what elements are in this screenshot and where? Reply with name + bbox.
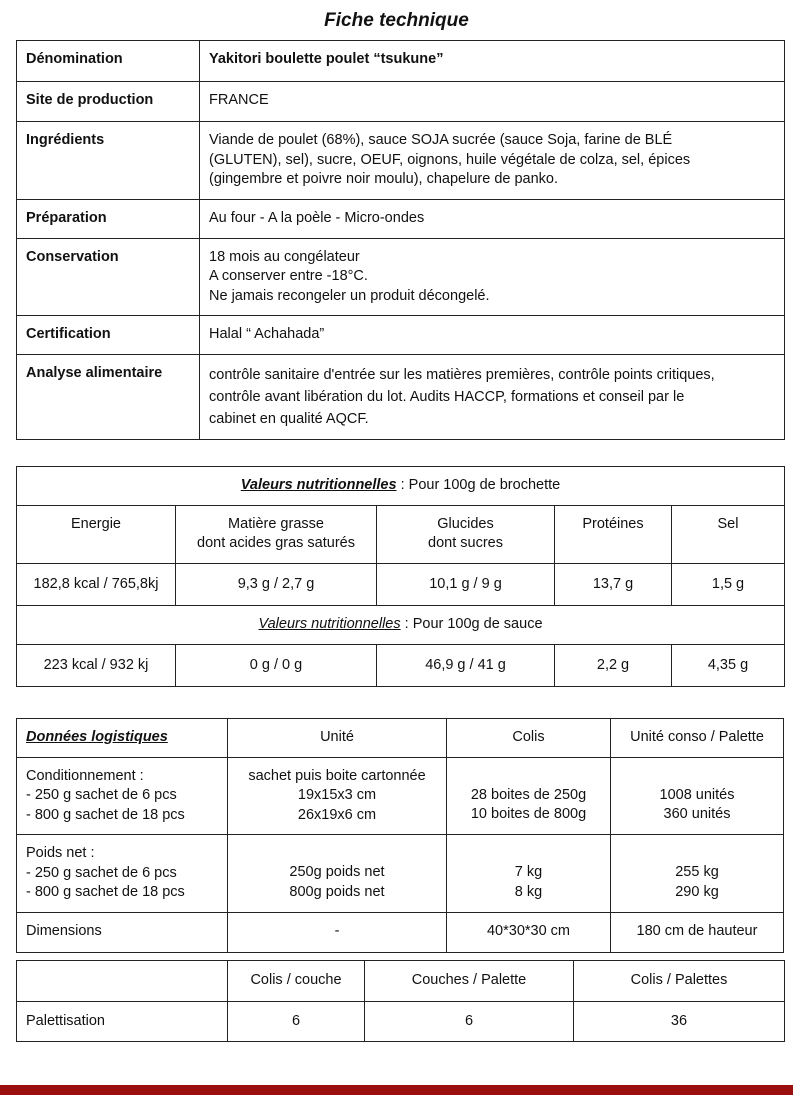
- value-conservation: [200, 238, 785, 316]
- value-denomination: Yakitori boulette poulet “tsukune”: [200, 41, 785, 82]
- poids-palette: [611, 835, 784, 913]
- palettisation-label: Palettisation: [17, 1001, 228, 1042]
- brochette-sel: 1,5 g: [672, 563, 785, 606]
- table-row: [17, 316, 785, 355]
- sauce-energie: 223 kcal / 932 kj: [17, 644, 176, 687]
- table-row: [17, 41, 785, 82]
- header-line: Sel: [717, 515, 739, 532]
- ingredients-line: (GLUTEN), sel), sucre, OEUF, oignons, huile végétale de colza, sel, épices: [209, 151, 691, 168]
- value-preparation: Au four - A la poèle - Micro-ondes: [200, 199, 785, 238]
- label-ingredients: Ingrédients: [17, 122, 200, 200]
- caption-title: Valeurs nutritionnelles: [240, 477, 397, 493]
- header-palette: Unité conso / Palette: [611, 719, 784, 758]
- table-row: [17, 467, 785, 506]
- cell-line: 19x15x3 cm: [297, 787, 377, 803]
- table-row: [17, 82, 785, 122]
- dimensions-colis: 40*30*30 cm: [447, 912, 611, 952]
- table-row: [17, 644, 785, 687]
- cell-line: - 800 g sachet de 18 pcs: [26, 806, 185, 823]
- value-colis-palettes: 36: [574, 1001, 785, 1042]
- header-colis-palettes: Colis / Palettes: [574, 961, 785, 1002]
- analyse-line: contrôle avant libération du lot. Audits HACCP, formations et conseil par le: [209, 388, 685, 405]
- cell-line: Conditionnement :: [26, 767, 144, 784]
- header-colis: Colis: [447, 719, 611, 758]
- table-row: [17, 719, 784, 758]
- header-matiere-grasse: [176, 505, 377, 563]
- cell-line: 26x19x6 cm: [297, 806, 377, 823]
- header-line: Glucides: [437, 515, 494, 532]
- label-denomination: Dénomination: [17, 41, 200, 82]
- logistics-title: [17, 719, 228, 758]
- value-ingredients: [200, 122, 785, 200]
- header-line: Protéines: [582, 515, 644, 532]
- cell-line: 360 unités: [663, 806, 731, 822]
- dimensions-label: Dimensions: [17, 912, 228, 952]
- ingredients-line: (gingembre et poivre noir moulu), chapelure de panko.: [209, 171, 559, 187]
- brochette-glucides: 10,1 g / 9 g: [377, 563, 555, 606]
- dimensions-palette: 180 cm de hauteur: [611, 912, 784, 952]
- sauce-matiere-grasse: 0 g / 0 g: [176, 644, 377, 687]
- label-conservation: Conservation: [17, 238, 200, 316]
- conservation-line: A conserver entre -18°C.: [209, 268, 368, 284]
- cell-line: 290 kg: [675, 883, 719, 900]
- cell-line: - 800 g sachet de 18 pcs: [26, 884, 185, 900]
- conditionnement-label: [17, 757, 228, 835]
- sauce-sel: 4,35 g: [672, 644, 785, 687]
- table-row: [17, 238, 785, 316]
- nutrition-table: [16, 466, 785, 687]
- analyse-line: contrôle sanitaire d'entrée sur les matières premières, contrôle points critiques,: [209, 366, 715, 383]
- header-line: Matière grasse: [228, 515, 324, 532]
- conditionnement-unite: [228, 757, 447, 835]
- cell-line: - 250 g sachet de 6 pcs: [26, 864, 177, 881]
- brochette-energie: 182,8 kcal / 765,8kj: [17, 563, 176, 606]
- table-row: [17, 912, 784, 952]
- cell-line: Poids net :: [26, 845, 95, 861]
- conservation-line: Ne jamais recongeler un produit décongelé.: [209, 287, 490, 304]
- cell-line: - 250 g sachet de 6 pcs: [26, 787, 177, 803]
- table-row: [17, 122, 785, 200]
- header-energie: [17, 505, 176, 563]
- cell-line: 255 kg: [675, 864, 719, 880]
- label-preparation: Préparation: [17, 199, 200, 238]
- poids-unite: [228, 835, 447, 913]
- conditionnement-colis: [447, 757, 611, 835]
- label-analyse: Analyse alimentaire: [17, 354, 200, 439]
- footer-bar: [0, 1085, 793, 1095]
- caption-text: : Pour 100g de brochette: [396, 477, 561, 493]
- label-certification: Certification: [17, 316, 200, 355]
- header-glucides: [377, 505, 555, 563]
- page-title: Fiche technique: [324, 10, 469, 31]
- poids-label: [17, 835, 228, 913]
- dimensions-unite: -: [228, 912, 447, 952]
- nutrition-caption-brochette: [17, 467, 785, 506]
- conditionnement-palette: [611, 757, 784, 835]
- cell-line: 7 kg: [514, 864, 543, 880]
- header-unite: Unité: [228, 719, 447, 758]
- table-row: [17, 199, 785, 238]
- table-row: [17, 354, 785, 439]
- value-couches-palette: 6: [365, 1001, 574, 1042]
- cell-line: sachet puis boite cartonnée: [248, 767, 426, 784]
- sauce-proteines: 2,2 g: [555, 644, 672, 687]
- table-row: [17, 757, 784, 835]
- header-line: dont acides gras saturés: [197, 535, 355, 551]
- cell-line: 8 kg: [514, 883, 543, 900]
- cell-line: 1008 unités: [659, 786, 735, 803]
- value-site: FRANCE: [200, 82, 785, 122]
- header-sel: [672, 505, 785, 563]
- poids-colis: [447, 835, 611, 913]
- brochette-proteines: 13,7 g: [555, 563, 672, 606]
- logistics-table: [16, 718, 784, 953]
- ingredients-line: Viande de poulet (68%), sauce SOJA sucrée (sauce Soja, farine de BLÉ: [209, 132, 673, 148]
- value-analyse: [200, 354, 785, 439]
- table-row: [17, 505, 785, 563]
- label-site: Site de production: [17, 82, 200, 122]
- value-certification: Halal “ Achahada”: [200, 316, 785, 355]
- palettisation-table: [16, 960, 785, 1042]
- caption-title: Valeurs nutritionnelles: [258, 616, 401, 632]
- cell-line: 250g poids net: [289, 864, 385, 880]
- brochette-matiere-grasse: 9,3 g / 2,7 g: [176, 563, 377, 606]
- header-proteines: [555, 505, 672, 563]
- cell-line: 10 boites de 800g: [470, 806, 587, 822]
- caption-text: : Pour 100g de sauce: [400, 616, 543, 632]
- header-line: Energie: [71, 515, 121, 532]
- table-row: [17, 563, 785, 606]
- table-row: [17, 606, 785, 645]
- header-line: dont sucres: [428, 535, 503, 551]
- table-row: [17, 1001, 785, 1042]
- header-colis-couche: Colis / couche: [228, 961, 365, 1002]
- logistics-title-text: Données logistiques: [26, 729, 168, 745]
- value-colis-couche: 6: [228, 1001, 365, 1042]
- nutrition-caption-sauce: [17, 606, 785, 645]
- table-row: [17, 961, 785, 1002]
- cell-line: 800g poids net: [289, 883, 385, 900]
- sauce-glucides: 46,9 g / 41 g: [377, 644, 555, 687]
- cell-line: 28 boites de 250g: [470, 786, 587, 803]
- product-info-table: [16, 40, 785, 440]
- analyse-line: cabinet en qualité AQCF.: [209, 410, 369, 427]
- conservation-line: 18 mois au congélateur: [209, 248, 360, 265]
- header-couches-palette: Couches / Palette: [365, 961, 574, 1002]
- palettisation-empty-header: [17, 961, 228, 1002]
- table-row: [17, 835, 784, 913]
